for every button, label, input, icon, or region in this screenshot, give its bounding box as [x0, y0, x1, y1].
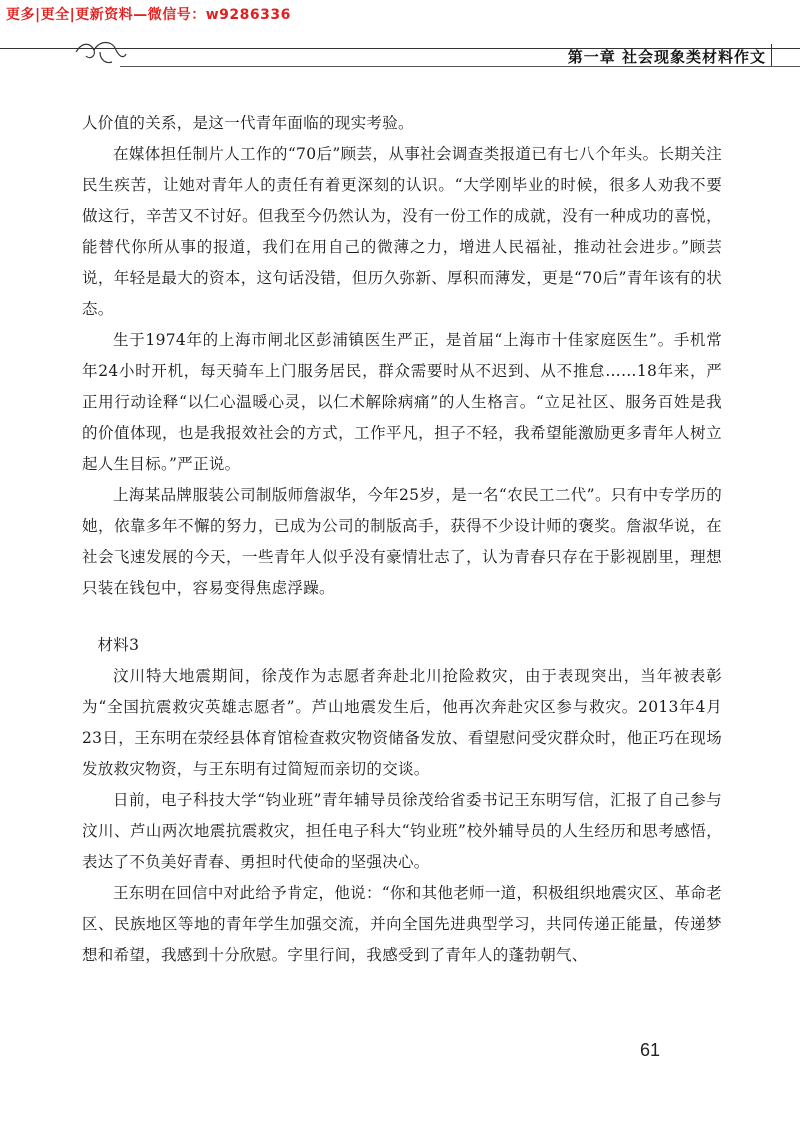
- paragraph: 生于1974年的上海市闸北区彭浦镇医生严正，是首届“上海市十佳家庭医生”。手机常年24小时开机，每天骑车上门服务居民，群众需要时从不迟到、从不推怠……18年来，严正用行动诠释“以仁心温暖心灵，以仁术解除病痛”的人生格言。“立足社区、服务百姓是我的价值体现，也是我报效社会的方式，工作平凡，担子不轻，我希望能激励更多青年人树立起人生目标。”严正说。: [82, 331, 722, 473]
- paragraph: 在媒体担任制片人工作的“70后”顾芸，从事社会调查类报道已有七八个年头。长期关注民生疾苦，让她对青年人的责任有着更深刻的认识。“大学刚毕业的时候，很多人劝我不要做这行，辛苦又不讨好。但我至今仍然认为，没有一份工作的成就，没有一种成功的喜悦，能替代你所从事的报道，我们在用自己的微薄之力，增进人民福祉，推动社会进步。”顾芸说，年轻是最大的资本，这句话没错，但历久弥新、厚积而薄发，更是“70后”青年该有的状态。: [82, 145, 722, 318]
- paragraph: 汶川特大地震期间，徐茂作为志愿者奔赴北川抢险救灾，由于表现突出，当年被表彰为“全国抗震救灾英雄志愿者”。芦山地震发生后，他再次奔赴灾区参与救灾。2013年4月23日，王东明在荥经县体育馆检查救灾物资储备发放、看望慰问受灾群众时，他正巧在现场发放救灾物资，与王东明有过简短而亲切的交谈。: [82, 667, 722, 778]
- flourish-ornament-icon: [72, 38, 128, 66]
- header-tick-mark: [771, 44, 786, 66]
- paragraph: 王东明在回信中对此给予肯定，他说：“你和其他老师一道，积极组织地震灾区、革命老区、民族地区等地的青年学生加强交流，并向全国先进典型学习，共同传递正能量，传递梦想和希望，我感到十分欣慰。字里行间，我感受到了青年人的蓬勃朝气、: [82, 884, 722, 964]
- material-heading: 材料3: [97, 636, 140, 654]
- page-number: 61: [639, 1040, 660, 1060]
- paragraph: 日前，电子科技大学“钧业班”青年辅导员徐茂给省委书记王东明写信，汇报了自己参与汶川、芦山两次地震抗震救灾，担任电子科大“钧业班”校外辅导员的人生经历和思考感悟，表达了不负美好青春、勇担时代使命的坚强决心。: [82, 791, 722, 871]
- watermark-text: 更多|更全|更新资料—微信号：w9286336: [6, 7, 291, 23]
- chapter-title: 第一章 社会现象类材料作文: [567, 48, 766, 66]
- paragraph: 上海某品牌服装公司制版师詹淑华，今年25岁，是一名“农民工二代”。只有中专学历的她，依靠多年不懈的努力，已成为公司的制版高手，获得不少设计师的褒奖。詹淑华说，在社会飞速发展的今天，一些青年人似乎没有豪情壮志了，认为青春只存在于影视剧里，理想只装在钱包中，容易变得焦虑浮躁。: [82, 486, 722, 597]
- paragraph: 人价值的关系，是这一代青年面临的现实考验。: [82, 114, 414, 132]
- page-body: [82, 108, 722, 971]
